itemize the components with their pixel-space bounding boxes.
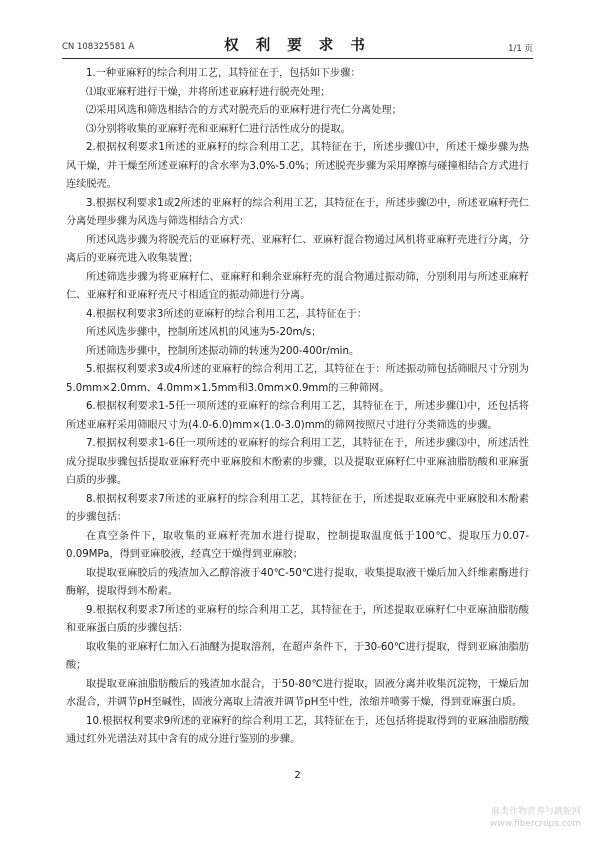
claim-paragraph: 所述风选步骤中，控制所述风机的风速为5-20m/s；	[86, 327, 322, 338]
claim-paragraph: ⑶分别将收集的亚麻籽壳和亚麻籽仁进行活性成分的提取。	[86, 123, 351, 135]
claim-paragraph: 2.根据权利要求1所述的亚麻籽的综合利用工艺，其特征在于，所述步骤⑴中，所述干燥步骤为热风干燥，并干燥至所述亚麻籽的含水率为3.0%-5.0%；所述脱壳步骤为采用摩擦与碰撞相结合方式进行连续脱壳。	[66, 142, 529, 190]
claim-paragraph: 10.根据权利要求9所述的亚麻籽的综合利用工艺，其特征在于，还包括将提取得到的亚麻油脂肪酸通过红外光谱法对其中含有的成分进行鉴别的步骤。	[66, 715, 529, 745]
claim-paragraph: 所述筛选步骤中，控制所述振动筛的转速为200-400r/min。	[86, 345, 360, 357]
claims-body	[66, 65, 529, 750]
site-watermark	[490, 806, 581, 830]
claim-paragraph: 5.根据权利要求3或4所述的亚麻籽的综合利用工艺，其特征在于：所述振动筛包括筛眼尺寸分别为5.0mm×2.0mm、4.0mm×1.5mm和3.0mm×0.9mm的三种筛网。	[66, 364, 529, 394]
claim-paragraph: ⑴取亚麻籽进行干燥，并将所述亚麻籽进行脱壳处理；	[86, 86, 331, 98]
claim-paragraph: 4.根据权利要求3所述的亚麻籽的综合利用工艺，其特征在于：	[86, 308, 368, 320]
claim-paragraph: 9.根据权利要求7所述的亚麻籽的综合利用工艺，其特征在于，所述提取亚麻籽仁中亚麻油脂肪酸和亚麻蛋白质的步骤包括：	[66, 604, 529, 634]
page-info: 1/1 页	[508, 44, 533, 54]
claim-paragraph: 所述筛选步骤为将亚麻籽仁、亚麻籽和剩余亚麻籽壳的混合物通过振动筛，分别利用与所述亚麻籽仁、亚麻籽和亚麻籽壳尺寸相适宜的振动筛进行分离。	[66, 271, 529, 301]
patent-number: CN 108325581 A	[62, 42, 135, 52]
claim-paragraph: 3.根据权利要求1或2所述的亚麻籽的综合利用工艺，其特征在于，所述步骤⑵中，所述亚麻籽壳仁分离处理步骤为风选与筛选相结合方式：	[66, 197, 529, 227]
claim-paragraph: 7.根据权利要求1-6任一项所述的亚麻籽的综合利用工艺，其特征在于，所述步骤⑶中，所述活性成分提取步骤包括提取亚麻籽壳中亚麻胶和木酚素的步骤，以及提取亚麻籽仁中亚麻油脂肪酸和亚麻蛋白质的步骤。	[66, 438, 529, 486]
page-number: 2	[294, 770, 301, 781]
document-title: 权 利 要 求 书	[224, 38, 371, 54]
watermark-title: 麻类作物营养与跳舵网	[490, 807, 581, 817]
claim-paragraph: 6.根据权利要求1-5任一项所述的亚麻籽的综合利用工艺，其特征在于，所述步骤⑴中，还包括将所述亚麻籽采用筛眼尺寸为(4.0-6.0)mm×(1.0-3.0)mm的筛网按照尺寸进行分类筛选的步骤。	[66, 401, 529, 431]
claim-paragraph: 8.根据权利要求7所述的亚麻籽的综合利用工艺，其特征在于，所述提取亚麻壳中亚麻胶和木酚素的步骤包括：	[66, 493, 529, 523]
claim-paragraph: 所述风选步骤为将脱壳后的亚麻籽壳、亚麻籽仁、亚麻籽混合物通过风机将亚麻籽壳进行分离，分离后的亚麻壳进入收集装置；	[66, 234, 529, 264]
document-header	[62, 34, 533, 56]
header-divider	[62, 58, 533, 59]
watermark-url: www.fibercrops.com	[490, 819, 581, 829]
claim-paragraph: 在真空条件下，取收集的亚麻籽壳加水进行提取，控制提取温度低于100℃、提取压力0.07-0.09MPa，得到亚麻胶液，经真空干燥得到亚麻胶；	[66, 530, 529, 560]
claim-paragraph: 取提取亚麻油脂肪酸后的残渣加水混合，于50-80℃进行提取，固液分离并收集沉淀物，干燥后加水混合，并调节pH至碱性，固液分离取上清液并调节pH至中性，浓缩并喷雾干燥，得到亚麻蛋白质。	[66, 678, 529, 708]
claim-paragraph: 取提取亚麻胶后的残渣加入乙醇溶液于40℃-50℃进行提取，收集提取液干燥后加入纤维素酶进行酶解，提取得到木酚素。	[66, 567, 529, 597]
claim-paragraph: 1.一种亚麻籽的综合利用工艺，其特征在于，包括如下步骤：	[86, 68, 361, 79]
claim-paragraph: 取收集的亚麻籽仁加入石油醚为提取溶剂，在超声条件下，于30-60℃进行提取，得到亚麻油脂肪酸；	[66, 641, 529, 671]
claim-paragraph: ⑵采用风选和筛选相结合的方式对脱壳后的亚麻籽进行壳仁分离处理；	[86, 105, 402, 116]
